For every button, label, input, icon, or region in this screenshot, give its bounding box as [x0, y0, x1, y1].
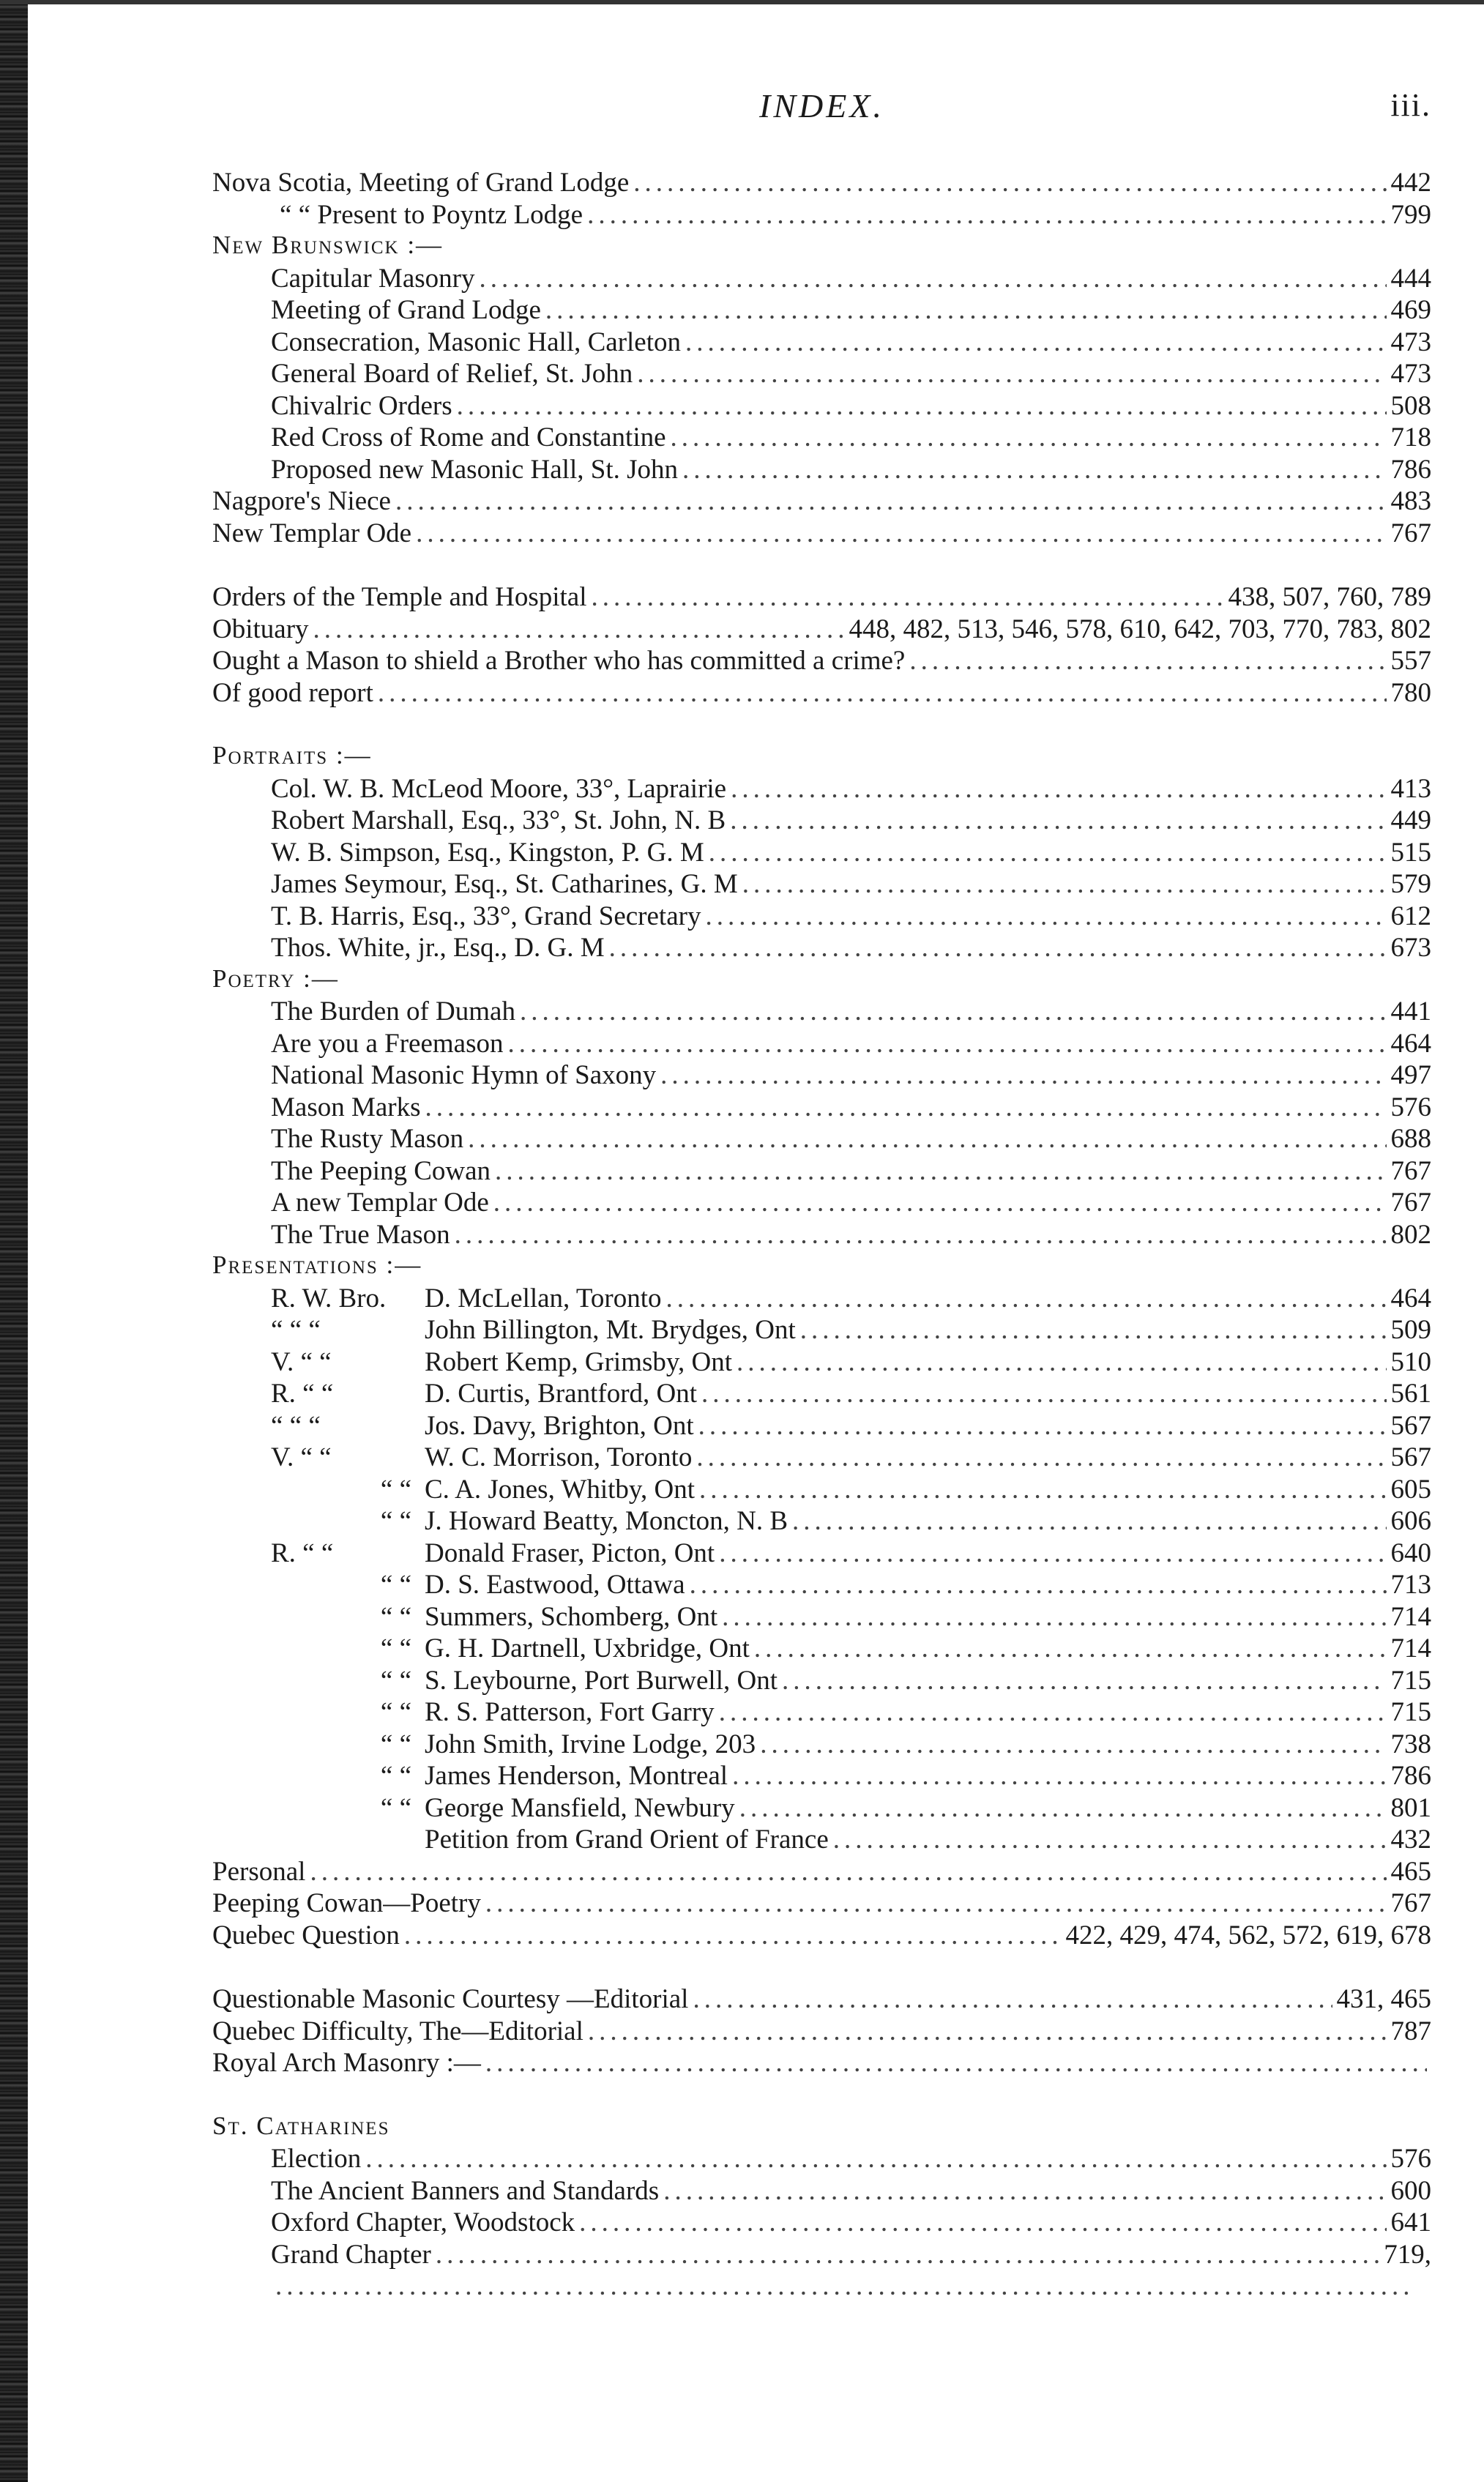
page-top-border — [0, 0, 1484, 4]
index-entry: Nagpore's Niece ..... 483 — [212, 485, 1431, 518]
index-entry: “ “ Present to Poyntz Lodge ..... 799 — [212, 199, 1431, 231]
index-entry — [212, 2270, 1414, 2303]
index-entry: Thos. White, jr., Esq., D. G. M ..... 673 — [212, 932, 1431, 964]
index-entry: New Templar Ode ..... 767 — [212, 518, 1431, 550]
index-entry: Obituary ..... 448, 482, 513, 546, 578, 610, 642, 703, 770, 783, 802 — [212, 614, 1431, 646]
section-heading-portraits: Portraits :— — [212, 741, 372, 769]
index-entry: Ought a Mason to shield a Brother who has committed a crime? ..... 557 — [212, 645, 1431, 677]
index-entry: “ “ J. Howard Beatty, Moncton, N. B ..... 606 — [212, 1505, 1431, 1538]
index-entry: R. W. Bro. D. McLellan, Toronto ..... 464 — [212, 1283, 1431, 1315]
section-heading-poetry: Poetry :— — [212, 964, 339, 993]
index-entry: “ “ George Mansfield, Newbury ..... 801 — [212, 1792, 1431, 1825]
index-entry: General Board of Relief, St. John ..... 473 — [212, 358, 1431, 390]
page-header — [212, 86, 1431, 138]
index-entry: James Seymour, Esq., St. Catharines, G. M ..... 579 — [212, 868, 1431, 901]
index-entry: Capitular Masonry ..... 444 — [212, 263, 1431, 295]
index-entry: Col. W. B. McLeod Moore, 33°, Laprairie ..... 413 — [212, 773, 1431, 805]
section-heading-new-brunswick: New Brunswick :— — [212, 231, 444, 259]
index-entry: R. “ “ D. Curtis, Brantford, Ont ..... 561 — [212, 1378, 1431, 1410]
index-entry: “ “ G. H. Dartnell, Uxbridge, Ont ..... 714 — [212, 1633, 1431, 1665]
index-entry: Proposed new Masonic Hall, St. John ..... 786 — [212, 454, 1431, 486]
index-entry: Are you a Freemason ..... 464 — [212, 1028, 1431, 1060]
index-entry: Of good report ..... 780 — [212, 677, 1431, 709]
index-entry: “ “ R. S. Patterson, Fort Garry ..... 715 — [212, 1696, 1431, 1729]
index-entry: Quebec Difficulty, The—Editorial ..... 787 — [212, 2016, 1431, 2048]
section-heading-presentations: Presentations :— — [212, 1251, 422, 1279]
index-list — [212, 167, 1431, 2303]
section-heading-royal-arch-masonry: St. Catharines — [212, 2111, 390, 2140]
index-entry: Quebec Question ..... 422, 429, 474, 562, 572, 619, 678 — [212, 1920, 1431, 1952]
index-entry: The Peeping Cowan ..... 767 — [212, 1155, 1431, 1188]
index-entry: R. “ “ Donald Fraser, Picton, Ont ..... 640 — [212, 1538, 1431, 1570]
index-entry: Peeping Cowan—Poetry ..... 767 — [212, 1887, 1431, 1920]
index-entry: Royal Arch Masonry :— ..... — [212, 2047, 1431, 2079]
index-entry: Personal ..... 465 — [212, 1856, 1431, 1888]
index-entry: Chivalric Orders ..... 508 — [212, 390, 1431, 422]
index-entry: “ “ James Henderson, Montreal ..... 786 — [212, 1760, 1431, 1792]
index-entry: “ “ C. A. Jones, Whitby, Ont ..... 605 — [212, 1474, 1431, 1506]
index-entry: The Rusty Mason ..... 688 — [212, 1123, 1431, 1155]
index-entry: Oxford Chapter, Woodstock ..... 641 — [212, 2207, 1431, 2239]
index-entry: “ “ Summers, Schomberg, Ont ..... 714 — [212, 1601, 1431, 1633]
index-entry: “ “ “ Jos. Davy, Brighton, Ont ..... 567 — [212, 1410, 1431, 1442]
index-entry: T. B. Harris, Esq., 33°, Grand Secretary ..... 612 — [212, 901, 1431, 933]
index-entry: Meeting of Grand Lodge ..... 469 — [212, 294, 1431, 327]
index-entry: National Masonic Hymn of Saxony ..... 497 — [212, 1059, 1431, 1092]
index-entry: V. “ “ W. C. Morrison, Toronto ..... 567 — [212, 1442, 1431, 1474]
index-entry: The Ancient Banners and Standards ..... 600 — [212, 2175, 1431, 2207]
index-entry: Orders of the Temple and Hospital ..... 438, 507, 760, 789 — [212, 581, 1431, 614]
index-entry: A new Templar Ode ..... 767 — [212, 1187, 1431, 1219]
index-entry: “ “ D. S. Eastwood, Ottawa ..... 713 — [212, 1569, 1431, 1601]
index-entry: Grand Chapter ..... 719, — [212, 2239, 1431, 2271]
index-entry: Nova Scotia, Meeting of Grand Lodge ..... 442 — [212, 167, 1431, 199]
index-entry: V. “ “ Robert Kemp, Grimsby, Ont ..... 510 — [212, 1346, 1431, 1379]
index-entry: “ “ S. Leybourne, Port Burwell, Ont ..... 715 — [212, 1665, 1431, 1697]
index-entry: “ “ “ John Billington, Mt. Brydges, Ont ..... 509 — [212, 1314, 1431, 1346]
index-entry: Robert Marshall, Esq., 33°, St. John, N. B ..... 449 — [212, 805, 1431, 837]
index-entry: The Burden of Dumah ..... 441 — [212, 996, 1431, 1028]
index-entry: “ “ John Smith, Irvine Lodge, 203 ..... 738 — [212, 1729, 1431, 1761]
page-number: iii. — [1390, 87, 1431, 123]
index-entry: W. B. Simpson, Esq., Kingston, P. G. M ..... 515 — [212, 837, 1431, 869]
index-entry: Election ..... 576 — [212, 2143, 1431, 2175]
page-title: INDEX. — [759, 87, 884, 124]
index-entry: Mason Marks ..... 576 — [212, 1092, 1431, 1124]
index-entry: Petition from Grand Orient of France ..... 432 — [212, 1824, 1431, 1856]
index-entry: Questionable Masonic Courtesy —Editorial ..... 431, 465 — [212, 1983, 1431, 2016]
book-spine-edge — [0, 0, 28, 2482]
index-entry: The True Mason ..... 802 — [212, 1219, 1431, 1251]
index-entry: Red Cross of Rome and Constantine ..... 718 — [212, 422, 1431, 454]
index-entry: Consecration, Masonic Hall, Carleton ..... 473 — [212, 327, 1431, 359]
